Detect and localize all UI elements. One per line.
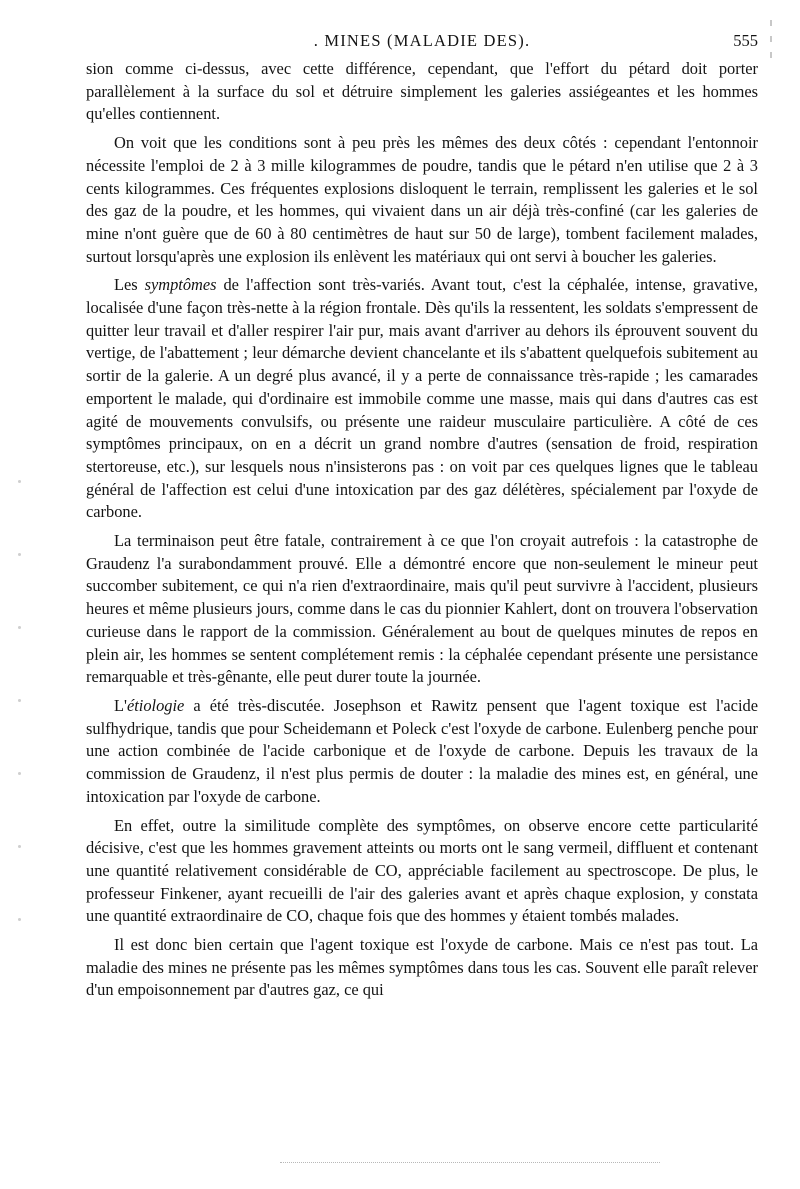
symptoms-lead: Les — [114, 275, 138, 295]
page-header — [86, 28, 758, 54]
etiology-term: étiologie — [126, 695, 185, 715]
symptoms-text: de l'affection sont très-variés. Avant tout, c'est la céphalée, intense, gravative, localisée d'une façon très-nette à la région frontale. Dès qu'ils la ressentent, les soldats s'empressent de quitter leur travail et d'aller respirer l'air pur, mais avant d'arriver au dehors ils éprouvent souvent du vertige, de l'abattement ; leur démarche devient chancelante et ils s'abattent quelquefois subitement au sortir de la galerie. A un degré plus avancé, il y a perte de connaissance très-rapide ; les camarades emportent le malade, qui d'ordinaire est immobile comme une masse, mais qui dans d'autres cas est agité de mouvements convulsifs, ou présente une raideur musculaire particulière. A côté de ces symptômes principaux, on en a décrit un grand nombre d'autres (sensation de froid, respiration stertoreuse, etc.), sur lesquels nous n'insisterons pas : on voit par ces quelques lignes que le tableau général de l'affection est celui d'une intoxication par des gaz délétères, spécialement par l'oxyde de carbone. — [86, 275, 758, 522]
page-number: 555 — [733, 31, 758, 50]
running-head: . MINES (MALADIE DES). — [313, 31, 531, 50]
etiology-lead: L' — [114, 695, 127, 715]
symptoms-term: symptômes — [144, 275, 217, 295]
paragraph-symptoms — [86, 274, 758, 524]
text-body — [86, 58, 758, 1008]
paragraph-continued: sion comme ci-dessus, avec cette différence, cependant, que l'effort du pétard doit porter parallèlement à la surface du sol et détruire simplement les galeries assiégeantes et les hommes qu'elles contiennent. — [86, 59, 758, 124]
bottom-dotted-rule — [280, 1162, 660, 1163]
right-edge-marks — [770, 20, 778, 80]
paragraph-termination: La terminaison peut être fatale, contrairement à ce que l'on croyait autrefois : la catastrophe de Graudenz l'a surabondamment prouvé. Elle a démontré encore que non-seulement le mineur peut succomber subitement, ce qui n'a rien d'extraordinaire, mais qu'il peut survivre à l'accident, plusieurs heures et même plusieurs jours, comme dans le cas du pionnier Kahlert, dont on trouvera l'observation curieuse dans le rapport de la commission. Généralement au bout de quelques minutes de repos en plein air, les hommes se sentent complétement remis : la céphalée cependant présente une persistance remarquable et très-gênante, elle peut durer toute la journée. — [86, 531, 758, 687]
etiology-text: a été très-discutée. Josephson et Rawitz pensent que l'agent toxique est l'acide sulfhydrique, tandis que pour Scheidemann et Poleck c'est l'oxyde de carbone. Eulenberg penche pour une action combinée de l'acide carbonique et de l'oxyde de carbone. Depuis les travaux de la commission de Graudenz, il n'est plus permis de douter : la maladie des mines est, en général, une intoxication par l'oxyde de carbone. — [86, 695, 758, 806]
paragraph-etiology — [86, 695, 758, 809]
paragraph-evidence: En effet, outre la similitude complète des symptômes, on observe encore cette particularité décisive, c'est que les hommes gravement atteints ou morts ont le sang vermeil, diffluent et contenant une quantité relativement considérable de CO, appréciable facilement au spectroscope. De plus, le professeur Finkener, ayant recueilli de l'air des galeries avant et après chaque explosion, y constata une quantité extraordinaire de CO, chaque fois que des hommes y étaient tombés malades. — [86, 815, 758, 926]
left-edge-marks — [18, 480, 22, 991]
paragraph-conditions: On voit que les conditions sont à peu près les mêmes des deux côtés : cependant l'entonnoir nécessite l'emploi de 2 à 3 mille kilogrammes de poudre, tandis que le pétard n'en utilise que 2 à 3 cents kilogrammes. Ces fréquentes explosions disloquent le terrain, remplissent les galeries et le sol des gaz de la poudre, et les hommes, qui vivaient dans un air déjà très-confiné (car les galeries de mine n'ont guère que de 60 à 80 centimètres de haut sur 50 de large), tombent facilement malades, surtout lorsqu'après une explosion ils enlèvent les matériaux qui ont servi à boucher les galeries. — [86, 133, 758, 266]
paragraph-conclusion: Il est donc bien certain que l'agent toxique est l'oxyde de carbone. Mais ce n'est pas tout. La maladie des mines ne présente pas les mêmes symptômes dans tous les cas. Souvent elle paraît relever d'un empoisonnement par d'autres gaz, ce qui — [86, 935, 758, 1000]
